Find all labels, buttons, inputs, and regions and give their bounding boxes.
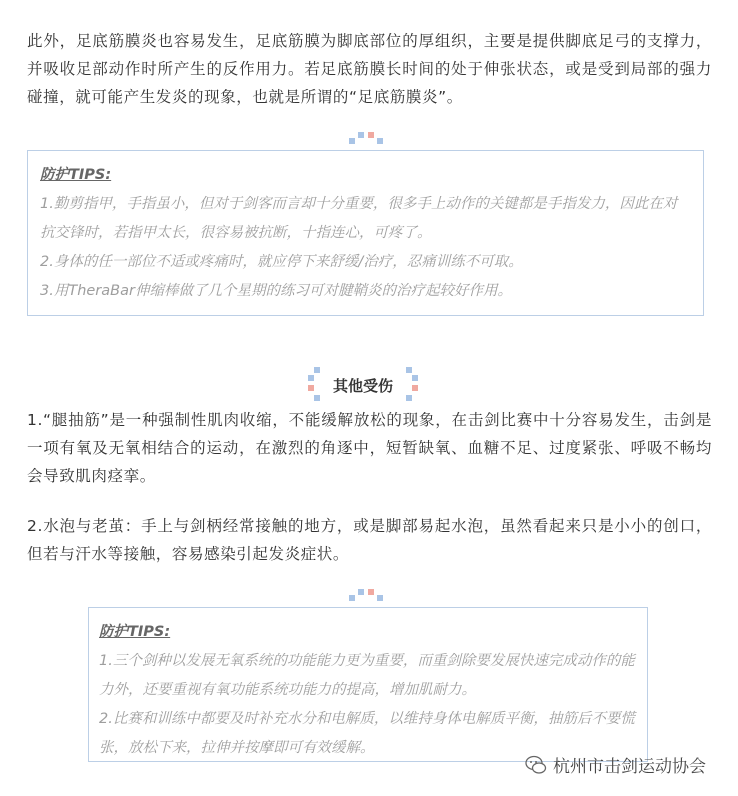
- tips-box-1: [27, 150, 704, 316]
- tips-item: 1.三个剑种以发展无氧系统的功能能力更为重要，而重剑除要发展快速完成动作的能力外，还要重视有氧功能系统功能力的提高，增加肌耐力。: [99, 653, 635, 698]
- tips-item: 1.勤剪指甲，手指虽小，但对于剑客而言却十分重要，很多手上动作的关键都是手指发力，因此在对抗交锋时，若指甲太长，很容易被抗断，十指连心，可疼了。: [40, 196, 678, 241]
- wechat-icon: [525, 755, 547, 775]
- divider-decoration: [345, 588, 385, 602]
- tips-box-2: [88, 607, 648, 762]
- section-title: 其他受伤: [332, 377, 393, 395]
- divider-decoration: [345, 131, 385, 145]
- watermark-text: 杭州市击剑运动协会: [553, 757, 706, 777]
- tips-item: 3.用TheraBar伸缩棒做了几个星期的练习可对腱鞘炎的治疗起较好作用。: [40, 283, 512, 299]
- section-heading: [308, 367, 418, 405]
- tips-item: 2.比赛和训练中都要及时补充水分和电解质，以维持身体电解质平衡，抽筋后不要慌张，放松下来，拉伸并按摩即可有效缓解。: [99, 711, 635, 756]
- tips-title: 防护TIPS:: [40, 167, 112, 183]
- cramp-paragraph: 1.“腿抽筋”是一种强制性肌肉收缩，不能缓解放松的现象，在击剑比赛中十分容易发生，击剑是一项有氧及无氧相结合的运动，在激烈的角逐中，短暂缺氧、血糖不足、过度紧张、呼吸不畅均会导致肌肉痉挛。: [27, 411, 712, 485]
- tips-item: 2.身体的任一部位不适或疼痛时，就应停下来舒缓/治疗，忍痛训练不可取。: [40, 254, 523, 270]
- intro-paragraph: 此外，足底筋膜炎也容易发生，足底筋膜为脚底部位的厚组织，主要是提供脚底足弓的支撑力，并吸收足部动作时所产生的反作用力。若足底筋膜长时间的处于伸张状态，或是受到局部的强力碰撞，就可能产生发炎的现象，也就是所谓的“足底筋膜炎”。: [27, 32, 712, 106]
- blister-paragraph: 2.水泡与老茧：手上与剑柄经常接触的地方，或是脚部易起水泡，虽然看起来只是小小的创口，但若与汗水等接触，容易感染引起发炎症状。: [27, 517, 712, 563]
- tips-title: 防护TIPS:: [99, 624, 171, 640]
- watermark: [525, 752, 706, 777]
